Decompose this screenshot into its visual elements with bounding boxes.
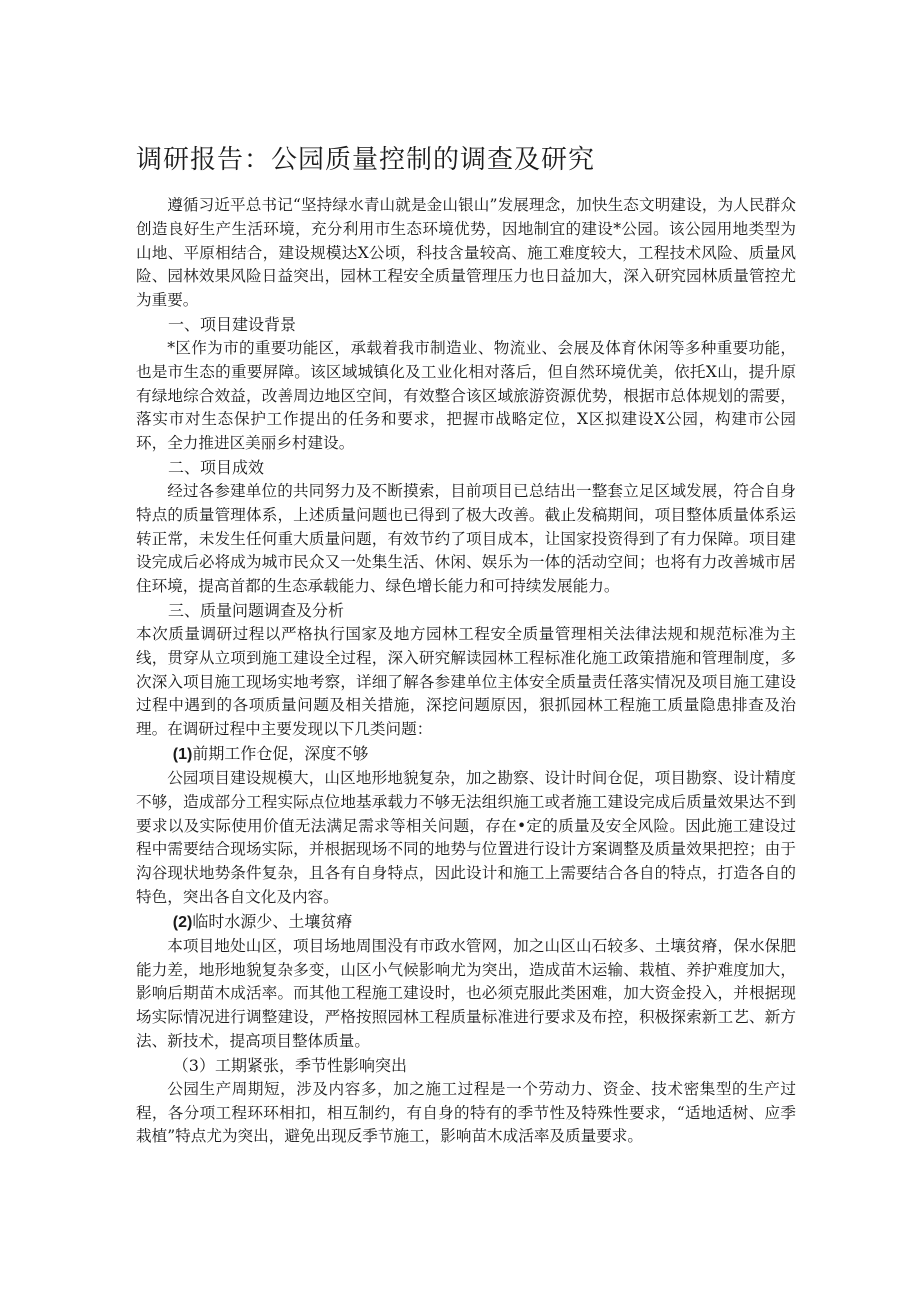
intro-paragraph: 遵循习近平总书记“坚持绿水青山就是金山银山”发展理念，加快生态文明建设，为人民群众创造良好生产生活环境，充分利用市生态环境优势，因地制宜的建设*公园。该公园用地类型为山地、平原相结合，建设规模达X公顷，科技含量较高、施工难度较大，工程技术风险、质量风险、园林效果风险日益突出，园林工程安全质量管理压力也日益加大，深入研究园林质量管控尤为重要。 xyxy=(136,196,796,310)
issue-body-3: 公园生产周期短，涉及内容多，加之施工过程是一个劳动力、资金、技术密集型的生产过程，各分项工程环环相扣，相互制约，有自身的特有的季节性及特殊性要求，“适地适树、应季栽植”特点尤为突出，避免出现反季节施工，影响苗木成活率及质量要求。 xyxy=(136,1079,796,1146)
document-title: 调研报告：公园质量控制的调查及研究 xyxy=(136,145,596,175)
section-body-analysis: 本次质量调研过程以严格执行国家及地方园林工程安全质量管理相关法律法规和规范标准为主线，贯穿从立项到施工建设全过程，深入研究解读园林工程标准化施工政策措施和管理制度，多次深入项目施工现场实地考察，详细了解各参建单位主体安全质量责任落实情况及项目施工建设过程中遇到的各项质量问题及相关措施，深挖问题原因，狠抓园林工程施工质量隐患排查及治理。在调研过程中主要发现以下几类问题： xyxy=(136,624,796,739)
section-heading-background: 一、项目建设背景 xyxy=(168,314,297,334)
issue-title-1: 前期工作仓促，深度不够 xyxy=(192,743,369,763)
document-page xyxy=(136,140,796,1149)
section-heading-results: 二、项目成效 xyxy=(168,457,265,477)
issue-number-2: (2) xyxy=(172,913,193,931)
issue-heading-2 xyxy=(136,910,796,935)
issue-body-2: 本项目地处山区，项目场地周围没有市政水管网，加之山区山石较多、土壤贫瘠，保水保肥能力差，地形地貌复杂多变，山区小气候影响尤为突出，造成苗木运输、栽植、养护难度加大，影响后期苗木成活率。而其他工程施工建设时，也必须克服此类困难，加大资金投入，并根据现场实际情况进行调整建设，严格按照园林工程质量标准进行要求及布控，积极探索新工艺、新方法、新技术，提高项目整体质量。 xyxy=(136,936,796,1050)
issue-heading-3 xyxy=(136,1054,796,1078)
section-heading-analysis: 三、质量问题调查及分析 xyxy=(168,600,345,620)
issue-number-3: （3） xyxy=(172,1055,215,1075)
issue-heading-1 xyxy=(136,742,796,767)
issue-title-2: 临时水源少、土壤贫瘠 xyxy=(192,911,353,931)
issue-body-1: 公园项目建设规模大，山区地形地貌复杂，加之勘察、设计时间仓促，项目勘察、设计精度不够，造成部分工程实际点位地基承载力不够无法组织施工或者施工建设完成后质量效果达不到要求以及实际使用价值无法满足需求等相关问题，存在•定的质量及安全风险。因此施工建设过程中需要结合现场实际，并根据现场不同的地势与位置进行设计方案调整及质量效果把控；由于沟谷现状地势条件复杂，且各有自身特点，因此设计和施工上需要结合各自的特点，打造各自的特色，突出各自文化及内容。 xyxy=(136,768,796,906)
section-body-background: *区作为市的重要功能区，承载着我市制造业、物流业、会展及体育休闲等多种重要功能，也是市生态的重要屏障。该区域城镇化及工业化相对落后，但自然环境优美，依托X山，提升原有绿地综合效益，改善周边地区空间，有效整合该区域旅游资源优势，根据市总体规划的需要，落实市对生态保护工作提出的任务和要求，把握市战略定位，X区拟建设X公园，构建市公园环，全力推进区美丽乡村建设。 xyxy=(136,338,796,453)
issue-title-3: 工期紧张，季节性影响突出 xyxy=(214,1055,407,1075)
section-body-results: 经过各参建单位的共同努力及不断摸索，目前项目已总结出一整套立足区域发展，符合自身特点的质量管理体系，上述质量问题也已得到了极大改善。截止发稿期间，项目整体质量体系运转正常，未发生任何重大质量问题，有效节约了项目成本，让国家投资得到了有力保障。项目建设完成后必将成为城市民众又一处集生活、休闲、娱乐为一体的活动空间；也将有力改善城市居住环境，提高首都的生态承载能力、绿色增长能力和可持续发展能力。 xyxy=(136,481,796,596)
issue-number-1: (1) xyxy=(172,745,193,763)
